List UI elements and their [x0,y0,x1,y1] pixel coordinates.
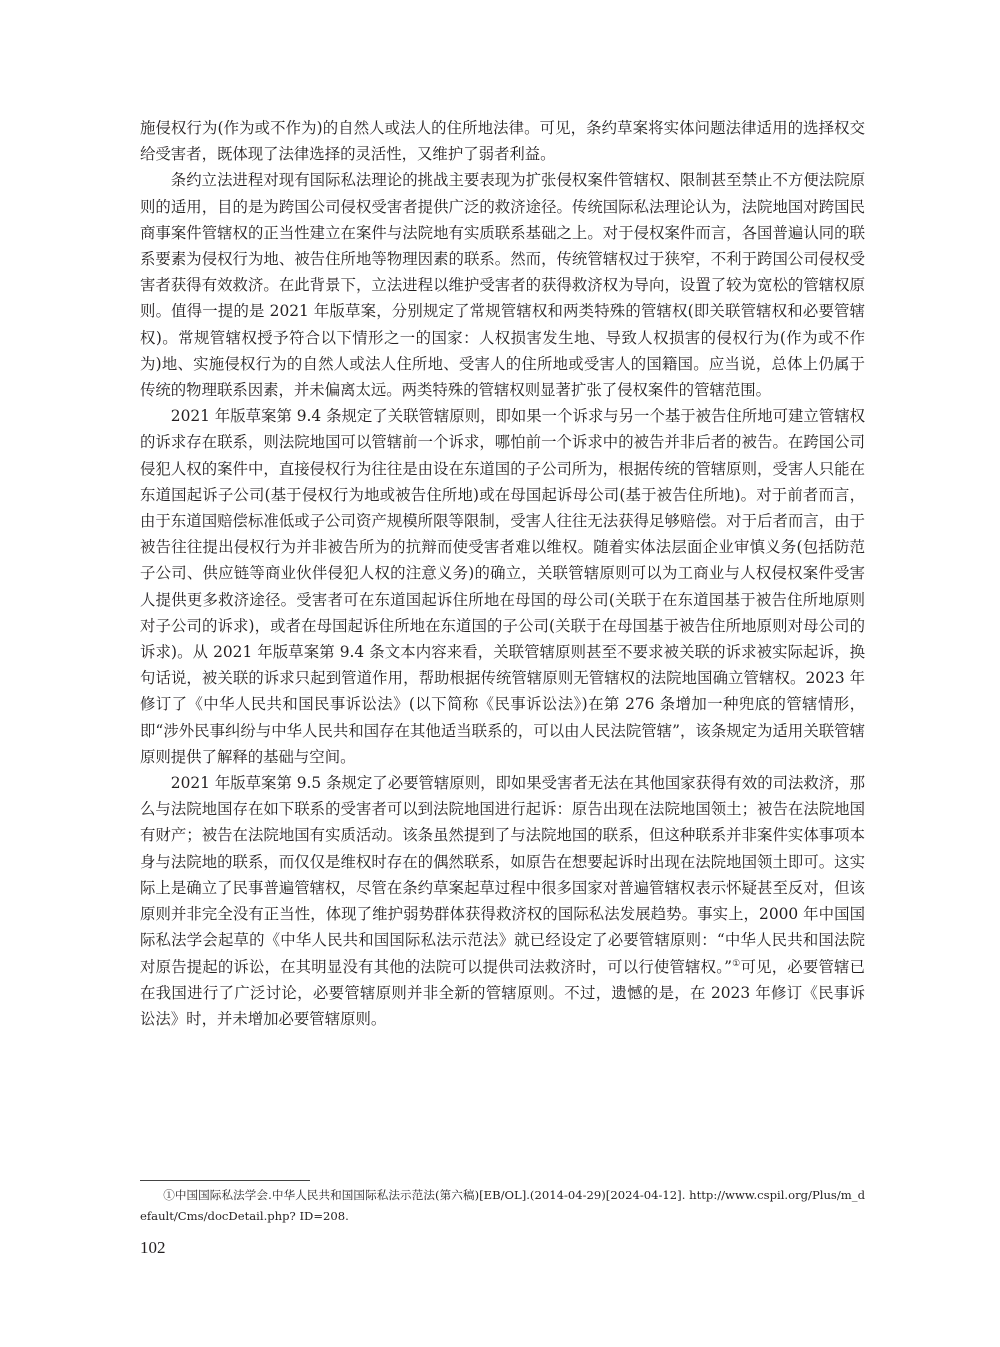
main-text [140,115,865,1032]
paragraph-2: 条约立法进程对现有国际私法理论的挑战主要表现为扩张侵权案件管辖权、限制甚至禁止不方便法院原则的适用，目的是为跨国公司侵权受害者提供广泛的救济途径。传统国际私法理论认为，法院地国对跨国民商事案件管辖权的正当性建立在案件与法院地有实质联系基础之上。对于侵权案件而言，各国普遍认同的联系要素为侵权行为地、被告住所地等物理因素的联系。然而，传统管辖权过于狭窄，不利于跨国公司侵权受害者获得有效救济。在此背景下，立法进程以维护受害者的获得救济权为导向，设置了较为宽松的管辖权原则。值得一提的是 2021 年版草案，分别规定了常规管辖权和两类特殊的管辖权(即关联管辖权和必要管辖权)。常规管辖权授予符合以下情形之一的国家：人权损害发生地、导致人权损害的侵权行为(作为或不作为)地、实施侵权行为的自然人或法人住所地、受害人的住所地或受害人的国籍国。应当说，总体上仍属于传统的物理联系因素，并未偏离太远。两类特殊的管辖权则显著扩张了侵权案件的管辖范围。 [140,171,865,400]
page-number: 102 [140,1238,166,1257]
footnote: ①中国国际私法学会.中华人民共和国国际私法示范法(第六稿)[EB/OL].(2014-04-29)[2024-04-12]. http://www.cspil.org/Plus/m_default/Cms/docDetail.php? ID=208. [140,1188,865,1223]
paragraph-4-tail: 可见，必要管辖已在我国进行了广泛讨论，必要管辖原则并非全新的管辖原则。不过，遗憾的是，在 2023 年修订《民事诉讼法》时，并未增加必要管辖原则。 [140,957,865,1028]
footnote-divider [140,1180,310,1181]
footnote-reference: ① [731,957,741,969]
paragraph-1: 施侵权行为(作为或不作为)的自然人或法人的住所地法律。可见，条约草案将实体问题法律适用的选择权交给受害者，既体现了法律选择的灵活性，又维护了弱者利益。 [140,119,865,164]
paragraph-4 [140,770,865,1032]
paragraph-3: 2021 年版草案第 9.4 条规定了关联管辖原则，即如果一个诉求与另一个基于被告住所地可建立管辖权的诉求存在联系，则法院地国可以管辖前一个诉求，哪怕前一个诉求中的被告并非后者的被告。在跨国公司侵犯人权的案件中，直接侵权行为往往是由设在东道国的子公司所为，根据传统的管辖原则，受害人只能在东道国起诉子公司(基于侵权行为地或被告住所地)或在母国起诉母公司(基于被告住所地)。对于前者而言，由于东道国赔偿标准低或子公司资产规模所限等限制，受害人往往无法获得足够赔偿。对于后者而言，由于被告往往提出侵权行为并非被告所为的抗辩而使受害者难以维权。随着实体法层面企业审慎义务(包括防范子公司、供应链等商业伙伴侵犯人权的注意义务)的确立，关联管辖原则可以为工商业与人权侵权案件受害人提供更多救济途径。受害者可在东道国起诉住所地在母国的母公司(关联于在东道国基于被告住所地原则对子公司的诉求)，或者在母国起诉住所地在东道国的子公司(关联于在母国基于被告住所地原则对母公司的诉求)。从 2021 年版草案第 9.4 条文本内容来看，关联管辖原则甚至不要求被关联的诉求被实际起诉，换句话说，被关联的诉求只起到管道作用，帮助根据传统管辖原则无管辖权的法院地国确立管辖权。2023 年修订了《中华人民共和国民事诉讼法》(以下简称《民事诉讼法》)在第 276 条增加一种兜底的管辖情形，即“涉外民事纠纷与中华人民共和国存在其他适当联系的，可以由人民法院管辖”，该条规定为适用关联管辖原则提供了解释的基础与空间。 [140,407,865,766]
paragraph-4-body: 2021 年版草案第 9.5 条规定了必要管辖原则，即如果受害者无法在其他国家获得有效的司法救济，那么与法院地国存在如下联系的受害者可以到法院地国进行起诉：原告出现在法院地国领土；被告在法院地国有财产；被告在法院地国有实质活动。该条虽然提到了与法院地国的联系，但这种联系并非案件实体事项本身与法院地的联系，而仅仅是维权时存在的偶然联系，如原告在想要起诉时出现在法院地国领土即可。这实际上是确立了民事普遍管辖权，尽管在条约草案起草过程中很多国家对普遍管辖权表示怀疑甚至反对，但该原则并非完全没有正当性，体现了维护弱势群体获得救济权的国际私法发展趋势。事实上，2000 年中国国际私法学会起草的《中华人民共和国国际私法示范法》就已经设定了必要管辖原则：“中华人民共和国法院对原告提起的诉讼，在其明显没有其他的法院可以提供司法救济时，可以行使管辖权。” [140,774,865,976]
